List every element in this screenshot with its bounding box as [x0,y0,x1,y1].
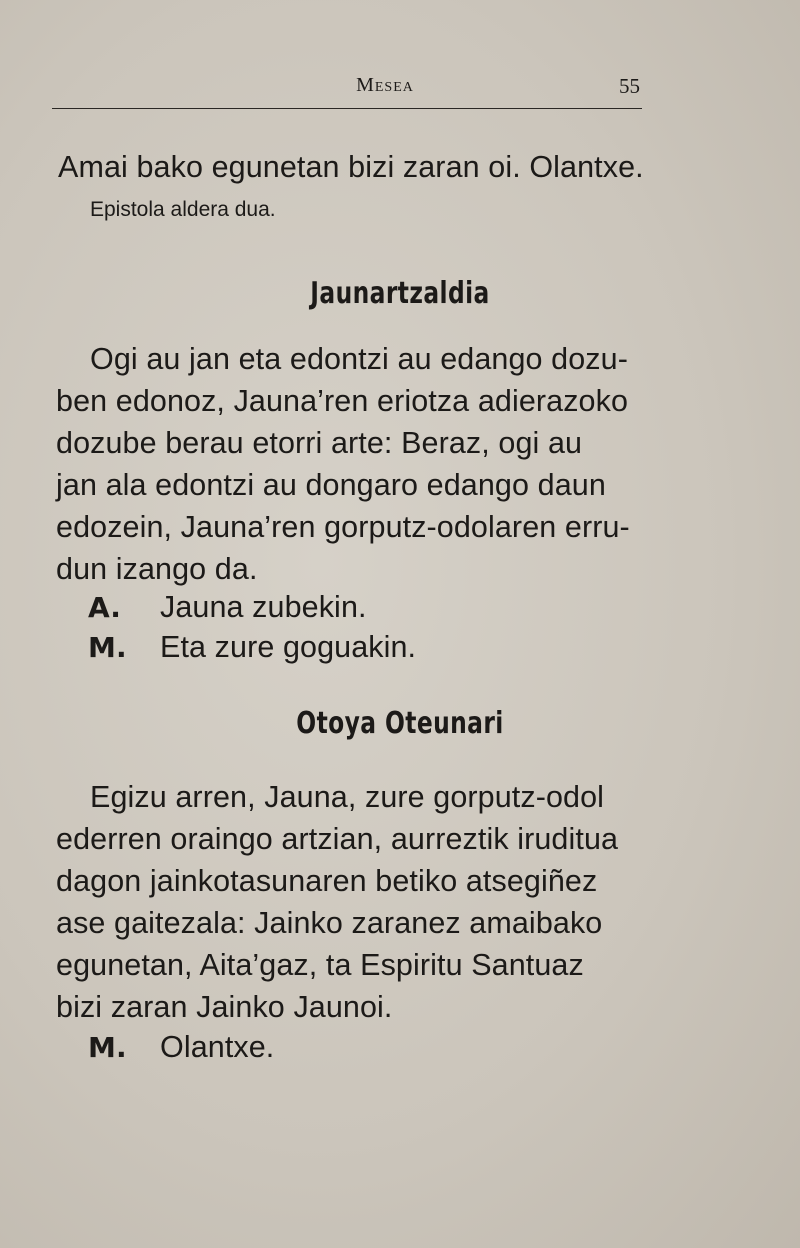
paragraph-line: ase gaitezala: Jainko zaranez amaibako [56,906,603,940]
response-mark: M. [88,1031,127,1064]
response-line [88,1030,274,1065]
paragraph-line: egunetan, Aita’gaz, ta Espiritu Santuaz [56,948,584,982]
paragraph-line: dagon jainkotasunaren betiko atsegiñez [56,864,598,898]
paragraph-line: ben edonoz, Jauna’ren eriotza adierazoko [56,384,629,418]
paragraph-line: dozube berau etorri arte: Beraz, ogi au [56,426,583,460]
page-number: 55 [619,74,640,98]
response-text: Eta zure goguakin. [160,630,417,664]
section-heading-prayer: Otoya Oteunari [296,706,504,741]
header-rule [52,108,642,109]
response-text: Jauna zubekin. [160,590,367,624]
intro-line: Amai bako egunetan bizi zaran oi. Olantxe. [58,150,644,184]
paragraph-line: bizi zaran Jainko Jaunoi. [56,990,393,1024]
paragraph-line: edozein, Jauna’ren gorputz-odolaren erru- [56,510,630,544]
response-text: Olantxe. [160,1030,275,1064]
response-mark: M. [88,631,127,664]
response-line [88,630,416,665]
response-line [88,590,367,625]
paragraph-line: ederren oraingo artzian, aurreztik iruditua [56,822,619,856]
paragraph-line: Egizu arren, Jauna, zure gorputz-odol [90,780,605,814]
paragraph-line: jan ala edontzi au dongaro edango daun [56,468,606,502]
paragraph-line: Ogi au jan eta edontzi au edango dozu- [90,342,628,376]
rubric-line: Epistola aldera dua. [90,198,276,221]
paragraph-line: dun izango da. [56,552,258,586]
running-head [52,74,642,104]
running-title: Mesea [356,74,414,96]
response-mark: A. [88,591,122,624]
section-heading-communion: Jaunartzaldia [310,276,490,311]
